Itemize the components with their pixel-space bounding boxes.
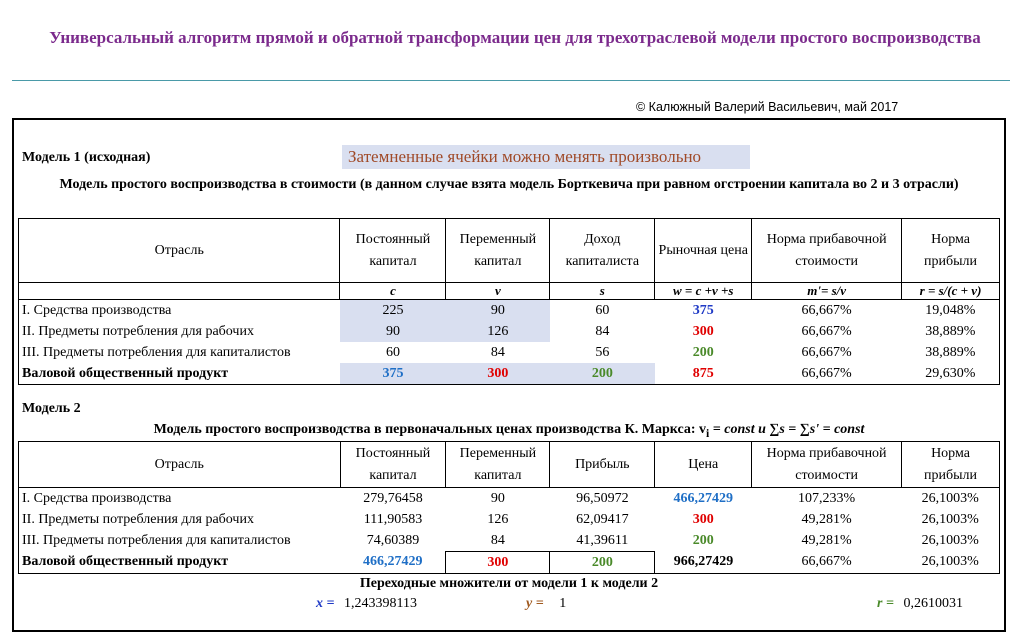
cell-c: 74,60389 bbox=[366, 532, 420, 548]
cell-v: 90 bbox=[490, 490, 505, 506]
cell-r: 26,1003% bbox=[921, 490, 979, 506]
r-multiplier bbox=[877, 596, 963, 612]
cell-c[interactable]: 225 bbox=[340, 300, 446, 322]
m1-symbol-s: s bbox=[550, 283, 655, 300]
copyright-text: © Калюжный Валерий Васильевич, май 2017 bbox=[636, 100, 899, 114]
cell-r: 26,1003% bbox=[921, 554, 979, 570]
transition-label: Переходные множители от модели 1 к модели 2 bbox=[359, 576, 659, 591]
cell-price: 200 bbox=[692, 532, 714, 548]
cell-price: 300 bbox=[692, 511, 714, 527]
model1-table bbox=[18, 218, 1000, 385]
cell-price: 966,27429 bbox=[673, 554, 734, 570]
y-label: y = bbox=[526, 596, 544, 611]
m1-symbol-r: r = s/(c + v) bbox=[902, 283, 1000, 300]
row-label: II. Предметы потребления для рабочих bbox=[22, 511, 254, 527]
m2-header-price: Цена bbox=[655, 442, 752, 488]
x-label: x = bbox=[316, 596, 335, 611]
cell-price: 466,27429 bbox=[673, 490, 733, 506]
cell-v: 300 bbox=[446, 363, 550, 385]
row-label: I. Средства производства bbox=[22, 302, 172, 318]
row-label: III. Предметы потребления для капиталистов bbox=[22, 344, 291, 360]
row-label: Валовой общественный продукт bbox=[22, 554, 229, 570]
cell-v[interactable]: 126 bbox=[446, 321, 550, 342]
y-multiplier bbox=[526, 596, 566, 612]
cell-m: 107,233% bbox=[798, 490, 856, 506]
table-row bbox=[19, 488, 1000, 510]
row-label: I. Средства производства bbox=[22, 490, 172, 506]
m1-header-variable-capital: Переменный капитал bbox=[446, 219, 550, 283]
cell-c: 375 bbox=[340, 363, 446, 385]
cell-m: 66,667% bbox=[801, 302, 852, 318]
model2-table bbox=[18, 441, 1000, 574]
model2-desc-text: Модель простого воспроизводства в первоначальных ценах производства К. Маркса: v bbox=[153, 422, 707, 437]
cell-v: 84 bbox=[490, 532, 505, 548]
cell-c: 466,27429 bbox=[362, 554, 423, 570]
table-row-total bbox=[19, 363, 1000, 385]
m2-header-profit-rate: Норма прибыли bbox=[924, 445, 978, 483]
cell-s: 56 bbox=[595, 344, 610, 360]
r-label: r = bbox=[877, 596, 894, 611]
m2-header-profit: Прибыль bbox=[550, 442, 655, 488]
m1-header-constant-capital: Постоянный капитал bbox=[340, 219, 446, 283]
cell-profit: 96,50972 bbox=[576, 490, 629, 506]
model1-label: Модель 1 (исходная) bbox=[22, 150, 151, 165]
model1-description: Модель простого воспроизводства в стоимости (в данном случае взята модель Борткевича при равном огстроении капитала во 2 и 3 отрасли) bbox=[59, 177, 959, 192]
cell-v[interactable]: 90 bbox=[446, 300, 550, 322]
model2-label: Модель 2 bbox=[22, 401, 81, 416]
table-row bbox=[19, 530, 1000, 552]
model2-description bbox=[18, 422, 1000, 440]
cell-s: 60 bbox=[595, 302, 610, 318]
cell-m: 49,281% bbox=[801, 511, 852, 527]
row-label: Валовой общественный продукт bbox=[22, 365, 229, 381]
editable-cells-note: Затемненные ячейки можно менять произвольно bbox=[342, 145, 750, 169]
r-value: 0,2610031 bbox=[903, 596, 963, 611]
cell-c[interactable]: 90 bbox=[340, 321, 446, 342]
m1-header-industry: Отрасль bbox=[19, 219, 340, 283]
cell-s: 200 bbox=[550, 363, 655, 385]
cell-s: 84 bbox=[595, 323, 610, 339]
m1-header-surplus-rate: Норма прибавочной стоимости bbox=[752, 219, 902, 283]
cell-profit: 41,39611 bbox=[576, 532, 629, 548]
cell-w: 375 bbox=[692, 302, 714, 318]
m1-header-profit-rate: Норма прибыли bbox=[924, 231, 978, 269]
cell-profit: 200 bbox=[550, 552, 655, 574]
table-row bbox=[19, 342, 1000, 363]
cell-v: 300 bbox=[446, 552, 550, 574]
m2-header-variable-capital: Переменный капитал bbox=[446, 442, 550, 488]
m1-header-capitalist-income: Доход капиталиста bbox=[550, 219, 655, 283]
m2-header-surplus-rate: Норма прибавочной стоимости bbox=[752, 442, 902, 488]
row-label: III. Предметы потребления для капиталистов bbox=[22, 532, 291, 548]
m2-header-constant-capital: Постоянный капитал bbox=[340, 442, 446, 488]
m1-symbol-c: c bbox=[340, 283, 446, 300]
x-value: 1,243398113 bbox=[343, 596, 417, 611]
m1-symbol-m: m'= s/v bbox=[752, 283, 902, 300]
table-row bbox=[19, 300, 1000, 322]
cell-w: 300 bbox=[692, 323, 714, 339]
cell-c: 60 bbox=[385, 344, 400, 360]
cell-v: 84 bbox=[490, 344, 505, 360]
cell-r: 29,630% bbox=[925, 365, 976, 381]
cell-m: 49,281% bbox=[801, 532, 852, 548]
page-title: Универсальный алгоритм прямой и обратной трансформации цен для трехотраслевой модели простого воспроизводства bbox=[49, 28, 981, 47]
m2-header-industry: Отрасль bbox=[19, 442, 341, 488]
cell-r: 19,048% bbox=[925, 302, 976, 318]
m1-symbol-v: v bbox=[446, 283, 550, 300]
model2-desc-tail: = const и ∑s = ∑s' = const bbox=[709, 422, 865, 437]
cell-m: 66,667% bbox=[801, 554, 852, 570]
table-row-total bbox=[19, 552, 1000, 574]
m1-symbol-w: w = c +v +s bbox=[655, 283, 752, 300]
cell-m: 66,667% bbox=[801, 365, 852, 381]
table-row bbox=[19, 321, 1000, 342]
cell-w: 875 bbox=[692, 365, 714, 381]
cell-v: 126 bbox=[487, 511, 509, 527]
title-divider bbox=[12, 80, 1010, 81]
y-value: 1 bbox=[559, 596, 567, 611]
cell-profit: 62,09417 bbox=[576, 511, 629, 527]
cell-r: 26,1003% bbox=[921, 532, 979, 548]
cell-m: 66,667% bbox=[801, 344, 852, 360]
cell-r: 38,889% bbox=[925, 323, 976, 339]
cell-r: 26,1003% bbox=[921, 511, 979, 527]
cell-m: 66,667% bbox=[801, 323, 852, 339]
row-label: II. Предметы потребления для рабочих bbox=[22, 323, 254, 339]
cell-c: 279,76458 bbox=[363, 490, 423, 506]
model2-desc-sub: i bbox=[706, 426, 710, 440]
x-multiplier bbox=[316, 596, 417, 612]
m1-header-market-price: Рыночная цена bbox=[655, 219, 752, 283]
table-row bbox=[19, 509, 1000, 530]
cell-r: 38,889% bbox=[925, 344, 976, 360]
m1-symbol-blank bbox=[19, 283, 340, 300]
cell-c: 111,90583 bbox=[363, 511, 423, 527]
cell-w: 200 bbox=[692, 344, 714, 360]
